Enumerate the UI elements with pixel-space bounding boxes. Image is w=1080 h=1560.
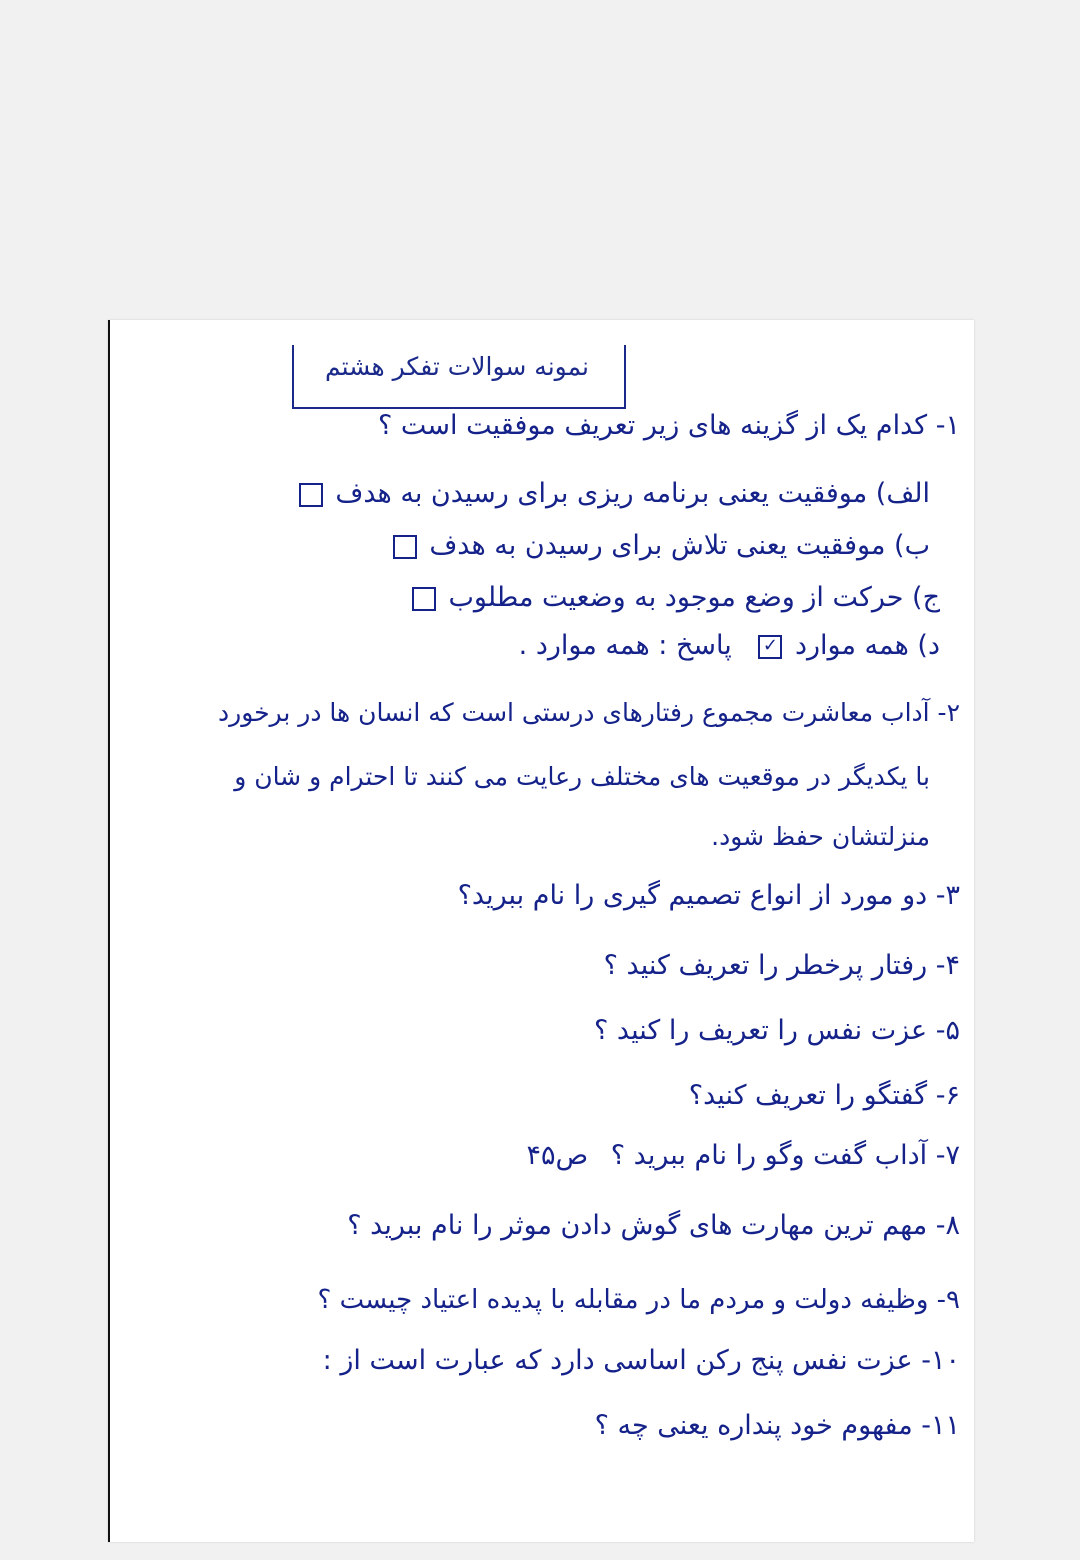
question-3: ۳- دو مورد از انواع تصمیم گیری را نام ببرید؟ <box>457 880 960 911</box>
question-7 <box>527 1140 961 1172</box>
question-9: ۹- وظیفه دولت و مردم ما در مقابله با پدیده اعتیاد چیست ؟ <box>317 1285 960 1315</box>
page-title: نمونه سوالات تفکر هشتم <box>324 352 589 381</box>
checkbox-icon <box>393 535 417 559</box>
q1-answer: پاسخ : همه موارد . <box>518 630 732 661</box>
question-6: ۶- گفتگو را تعریف کنید؟ <box>688 1080 960 1111</box>
checked-checkbox-icon <box>758 635 782 659</box>
question-5: ۵- عزت نفس را تعریف را کنید ؟ <box>594 1015 960 1046</box>
question-4: ۴- رفتار پرخطر را تعریف کنید ؟ <box>603 950 960 981</box>
question-1: ۱- کدام یک از گزینه های زیر تعریف موفقیت است ؟ <box>378 410 960 441</box>
q1-option-b <box>389 530 930 562</box>
page-reference-note: ص۴۵ <box>526 1140 589 1171</box>
question-7-text: ۷- آداب گفت وگو را نام ببرید ؟ <box>610 1140 960 1171</box>
question-8: ۸- مهم ترین مهارت های گوش دادن موثر را نام ببرید ؟ <box>347 1210 960 1241</box>
question-2-line-1: ۲- آداب معاشرت مجموع رفتارهای درستی است که انسان ها در برخورد <box>217 698 960 727</box>
q1-option-c <box>408 582 940 614</box>
question-2-line-2: با یکدیگر در موقعیت های مختلف رعایت می کنند تا احترام و شان و <box>234 762 930 791</box>
q1-option-d-label: د) همه موارد <box>794 630 940 661</box>
q1-option-d <box>519 630 940 662</box>
q1-option-c-label: ج) حرکت از وضع موجود به وضعیت مطلوب <box>448 582 940 613</box>
q1-option-b-label: ب) موفقیت یعنی تلاش برای رسیدن به هدف <box>429 530 930 561</box>
question-11: ۱۱- مفهوم خود پنداره یعنی چه ؟ <box>594 1410 960 1441</box>
q1-option-a-label: الف) موفقیت یعنی برنامه ریزی برای رسیدن به هدف <box>335 478 930 509</box>
question-10: ۱۰- عزت نفس پنج رکن اساسی دارد که عبارت است از : <box>322 1345 960 1376</box>
question-2-line-3: منزلتشان حفظ شود. <box>711 822 930 851</box>
q1-option-a <box>295 478 930 510</box>
checkbox-icon <box>299 483 323 507</box>
checkbox-icon <box>412 587 436 611</box>
